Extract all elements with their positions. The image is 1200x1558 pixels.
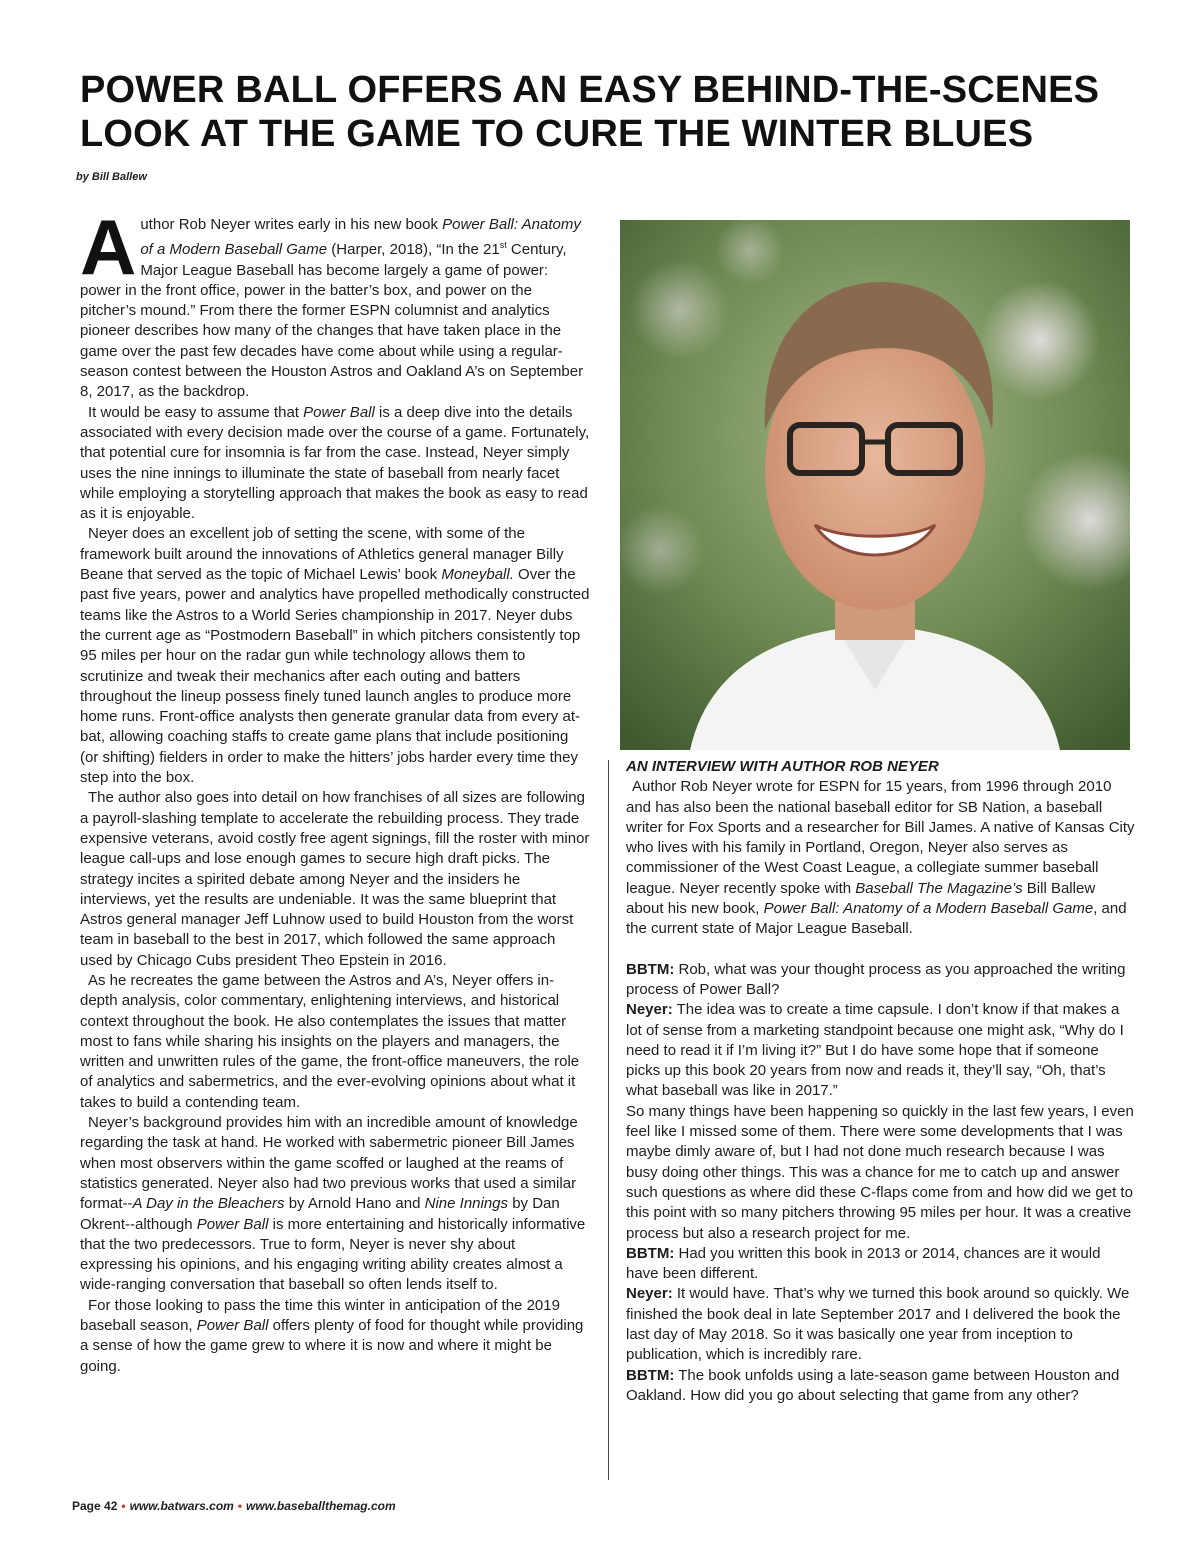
speaker-label: BBTM: <box>626 1244 675 1262</box>
author-portrait-image <box>620 220 1130 750</box>
paragraph: As he recreates the game between the Astros and A’s, Neyer offers in-depth analysis, color commentary, enlightening interviews, and historical context throughout the book. He also contemplates the issues that matter most to fans while sharing his insights on the players and managers, the written and unwritten rules of the game, the front-office maneuvers, the role of analytics and sabermetrics, and the ever-evolving opinions about what it takes to build a contending team. <box>80 971 580 1111</box>
magazine-title: Baseball The Magazine’s <box>855 879 1023 897</box>
book-title: A Day in the Bleachers <box>132 1195 285 1213</box>
page-number: Page 42 <box>72 1499 118 1513</box>
left-column <box>80 203 590 1377</box>
page-footer <box>72 1499 396 1513</box>
headline: POWER BALL OFFERS AN EASY BEHIND-THE-SCENES LOOK AT THE GAME TO CURE THE WINTER BLUES <box>80 69 1100 155</box>
paragraph: Neyer’s background provides him with an incredible amount of knowledge regarding the task at hand. He worked with sabermetric pioneer Bill James when most observers within the game scoffed or laughed at the reams of statistics generated. Neyer also had two previous works that used a similar format--A Day in the Bleachers by Arnold Hano and Nine Innings by Dan Okrent--although Power Ball is more entertaining and historically informative that the two predecessors. True to form, Neyer is never shy about expressing his opinions, and his engaging writing ability creates almost a wide-ranging conversation that baseball so often lends itself to. <box>80 1114 586 1294</box>
book-title: Power Ball <box>196 1215 269 1233</box>
byline: by Bill Ballew <box>76 171 147 183</box>
qa-paragraph: BBTM: Had you written this book in 2013 or 2014, chances are it would have been different. <box>626 1244 1101 1283</box>
author-photo <box>620 220 1130 750</box>
bullet-separator: • <box>237 1499 243 1513</box>
speaker-label: BBTM: <box>626 960 675 978</box>
site-link-baseballthemag[interactable]: www.baseballthemag.com <box>246 1499 396 1513</box>
interview-intro: Author Rob Neyer wrote for ESPN for 15 years, from 1996 through 2010 and has also been the national baseball editor for SB Nation, a baseball writer for Fox Sports and a researcher for Bill James. A native of Kansas City who lives with his family in Portland, Oregon, Neyer also serves as commissioner of the West Coast League, a collegiate summer baseball league. Neyer recently spoke with Baseball The Magazine’s Bill Ballew about his new book, Power Ball: Anatomy of a Modern Baseball Game, and the current state of Major League Baseball. <box>626 778 1135 938</box>
qa-paragraph: BBTM: The book unfolds using a late-season game between Houston and Oakland. How did you go about selecting that game from any other? <box>626 1366 1120 1404</box>
speaker-label: Neyer: <box>626 1285 673 1303</box>
qa-paragraph: Neyer: It would have. That’s why we turned this book around so quickly. We finished the book deal in late September 2017 and I delivered the book the last day of May 2018. So it was basically one year from inception to publication, which is incredibly rare. <box>626 1285 1130 1364</box>
right-column <box>626 757 1136 1406</box>
paragraph: For those looking to pass the time this winter in anticipation of the 2019 baseball season, Power Ball offers plenty of food for thought while providing a sense of how the game grew to where it is now and where it might be going. <box>80 1296 584 1375</box>
paragraph: Neyer does an excellent job of setting the scene, with some of the framework built around the innovations of Athletics general manager Billy Beane that served as the topic of Michael Lewis’ book Moneyball. Over the past five years, power and analytics have propelled methodically constructed teams like the Astros to a World Series championship in 2017. Neyer dubs the current age as “Postmodern Baseball” in which pitchers consistently top 95 miles per hour on the radar gun while technology allows them to scrutinize and tweak their mechanics after each outing and batters throughout the lineup possess finely tuned launch angles to produce more home runs. Front-office analysts then generate granular data from every at-bat, allowing coaching staffs to create game plans that include positioning (or shifting) fielders in order to make the hitters’ jobs harder every time they step into the box. <box>80 525 590 787</box>
speaker-label: Neyer: <box>626 1001 673 1019</box>
drop-cap: A <box>80 203 137 291</box>
paragraph: Author Rob Neyer writes early in his new book Power Ball: Anatomy of a Modern Baseball Game (Harper, 2018), “In the 21st Century, Major League Baseball has become largely a game of power: power in the front office, power in the batter’s box, and power on the pitcher’s mound.” From there the former ESPN columnist and analytics pioneer describes how many of the changes that have taken place in the game over the past few decades have come about while using a regular-season contest between the Houston Astros and Oakland A’s on September 8, 2017, as the backdrop. <box>80 203 584 401</box>
book-title: Power Ball <box>303 403 375 421</box>
column-divider <box>608 760 609 1480</box>
book-title: Power Ball <box>196 1317 269 1335</box>
qa-paragraph: BBTM: Rob, what was your thought process as you approached the writing process of Power Ball? <box>626 960 1126 998</box>
qa-paragraph: So many things have been happening so quickly in the last few years, I even feel like I missed some of them. There were some developments that I was maybe dimly aware of, but I had not done much research because I was busy doing other things. This was a chance for me to catch up and answer such questions as where did these C-flaps come from and how did we get to this point with so many pitchers throwing 95 miles per hour. It was a creative process but also a research project for me. <box>626 1102 1134 1242</box>
book-title: Moneyball. <box>441 566 514 584</box>
book-title: Power Ball: Anatomy of a Modern Baseball Game <box>140 216 581 259</box>
speaker-label: BBTM: <box>626 1366 675 1384</box>
bullet-separator: • <box>121 1499 126 1513</box>
paragraph: It would be easy to assume that Power Ball is a deep dive into the details associated with every decision made over the course of a game. Fortunately, that potential cure for insomnia is far from the case. Instead, Neyer simply uses the nine innings to illuminate the state of baseball from nearly facet while employing a storytelling approach that makes the book as easy to read as it is enjoyable. <box>80 403 590 523</box>
qa-paragraph: Neyer: The idea was to create a time capsule. I don’t know if that makes a lot of sense from a marketing standpoint because one might ask, “Why do I need to read it if I’m living it?” But I do have some hope that if someone picks up this book 20 years from now and reads it, they’ll say, “Oh, that’s what baseball was like in 2017.” <box>626 1001 1124 1100</box>
spacer <box>626 940 1136 960</box>
site-link-batwars[interactable]: www.batwars.com <box>129 1499 234 1513</box>
book-title: Power Ball: Anatomy of a Modern Baseball Game <box>763 900 1094 918</box>
paragraph: The author also goes into detail on how franchises of all sizes are following a payroll-slashing template to accelerate the rebuilding process. They trade expensive veterans, avoid costly free agent signings, fill the roster with minor league call-ups and lose enough games to secure high draft picks. The strategy incites a spirited debate among Neyer and the insiders he interviews, yet the results are undeniable. It was the same blueprint that Astros general manager Jeff Luhnow used to build Houston from the worst team in baseball to the best in 2017, which followed the same approach used by Chicago Cubs president Theo Epstein in 2016. <box>80 789 590 969</box>
interview-subhead: AN INTERVIEW WITH AUTHOR ROB NEYER <box>626 758 939 775</box>
book-title: Nine Innings <box>424 1195 509 1213</box>
